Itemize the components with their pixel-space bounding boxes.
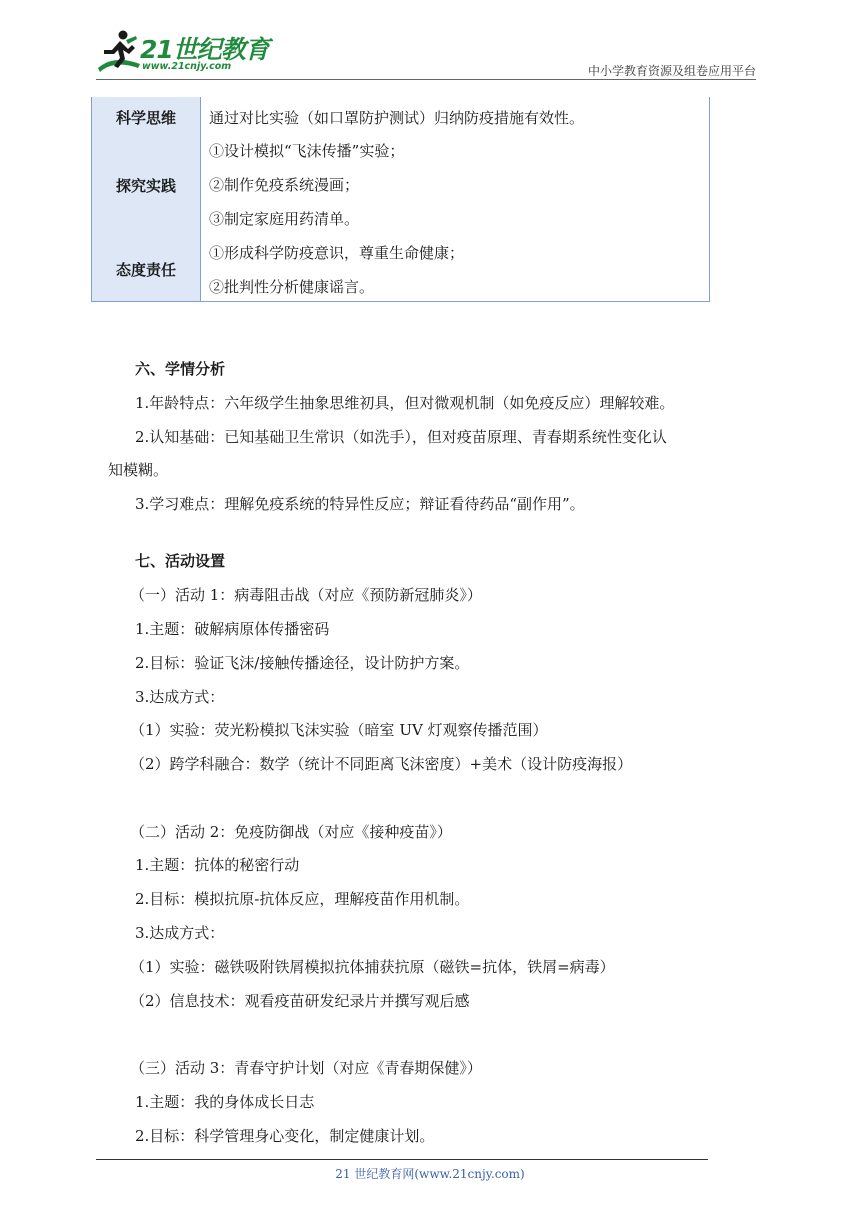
row-label-attitude-responsibility: 态度责任: [115, 261, 176, 279]
logo: [96, 28, 269, 78]
row-text: 通过对比实验（如口罩防护测试）归纳防疫措施有效性。: [209, 109, 585, 127]
row-text: ②制作免疫系统漫画；: [209, 176, 360, 194]
paragraph-line: 2.目标：模拟抗原-抗体反应，理解疫苗作用机制。: [135, 890, 470, 908]
row-text: ③制定家庭用药清单。: [209, 210, 360, 228]
header-divider: [96, 79, 756, 80]
paragraph-line: （2）信息技术：观看疫苗研发纪录片并撰写观后感: [130, 992, 470, 1010]
paragraph-line: 知模糊。: [108, 461, 169, 479]
runner-logo-icon: [96, 28, 142, 74]
objectives-table: [91, 97, 710, 302]
row-label-inquiry-practice: 探究实践: [115, 177, 176, 195]
paragraph-line: （1）实验：磁铁吸附铁屑模拟抗体捕获抗原（磁铁=抗体，铁屑=病毒）: [130, 958, 615, 976]
paragraph-line: 3.达成方式：: [135, 688, 225, 706]
activity-title: （二）活动 2：免疫防御战（对应《接种疫苗》）: [130, 823, 452, 841]
paragraph-line: 1.主题：我的身体成长日志: [135, 1093, 315, 1111]
section-title-learner-analysis: 六、学情分析: [135, 360, 226, 378]
paragraph-line: 2.目标：科学管理身心变化，制定健康计划。: [135, 1127, 435, 1145]
activity-title: （三）活动 3：青春守护计划（对应《青春期保健》）: [130, 1059, 482, 1077]
logo-text: 21世纪教育: [140, 35, 269, 64]
page-header: [0, 0, 860, 80]
section-title-activities: 七、活动设置: [135, 552, 226, 570]
row-label-scientific-thinking: 科学思维: [115, 109, 176, 127]
logo-url: www.21cnjy.com: [142, 61, 232, 72]
activity-title: （一）活动 1：病毒阻击战（对应《预防新冠肺炎》）: [130, 586, 482, 604]
paragraph-line: 1.年龄特点：六年级学生抽象思维初具，但对微观机制（如免疫反应）理解较难。: [135, 394, 675, 412]
paragraph-line: 3.达成方式：: [135, 924, 225, 942]
footer-divider: [96, 1159, 708, 1160]
paragraph-line: 1.主题：破解病原体传播密码: [135, 620, 330, 638]
paragraph-line: （1）实验：荧光粉模拟飞沫实验（暗室 UV 灯观察传播范围）: [130, 721, 548, 739]
row-text: ②批判性分析健康谣言。: [209, 278, 375, 296]
paragraph-line: 2.目标：验证飞沫/接触传播途径，设计防护方案。: [135, 654, 470, 672]
paragraph-line: 1.主题：抗体的秘密行动: [135, 856, 300, 874]
footer-text: 21 世纪教育网(www.21cnjy.com): [335, 1167, 525, 1181]
row-text: ①设计模拟“飞沫传播”实验；: [209, 142, 405, 160]
row-text: ①形成科学防疫意识，尊重生命健康；: [209, 244, 465, 262]
platform-name: 中小学教育资源及组卷应用平台: [587, 64, 756, 78]
paragraph-line: 3.学习难点：理解免疫系统的特异性反应；辩证看待药品“副作用”。: [135, 495, 585, 513]
paragraph-line: （2）跨学科融合：数学（统计不同距离飞沫密度）+美术（设计防疫海报）: [130, 755, 633, 773]
paragraph-line: 2.认知基础：已知基础卫生常识（如洗手），但对疫苗原理、青春期系统性变化认: [135, 428, 667, 446]
